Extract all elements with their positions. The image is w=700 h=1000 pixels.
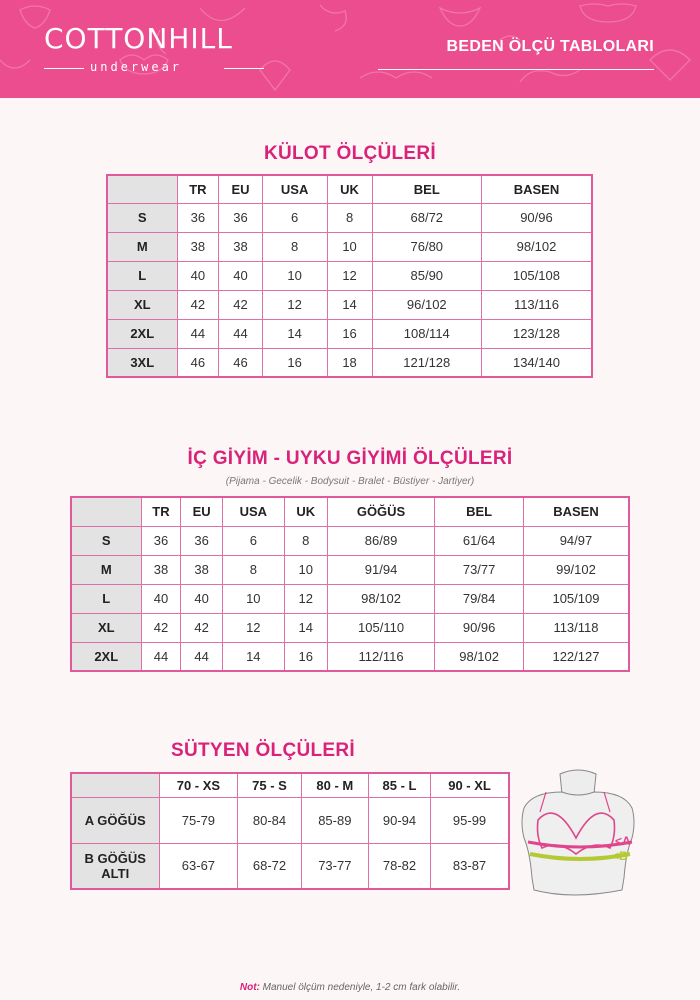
label-b: <B bbox=[612, 849, 628, 863]
table-cell: 86/89 bbox=[327, 526, 434, 555]
table-row bbox=[71, 613, 629, 642]
table-corner bbox=[107, 175, 177, 203]
title-underline bbox=[378, 69, 654, 70]
table-cell: 12 bbox=[262, 290, 327, 319]
table-cell: 36 bbox=[181, 526, 222, 555]
table-cell: 42 bbox=[141, 613, 181, 642]
table-row bbox=[107, 319, 592, 348]
column-header: TR bbox=[177, 175, 219, 203]
bust-measurement-figure bbox=[510, 768, 650, 900]
table-row bbox=[71, 584, 629, 613]
row-label-line1: B GÖĞÜS bbox=[84, 850, 146, 866]
table-cell: 112/116 bbox=[327, 642, 434, 671]
table-cell: 85/90 bbox=[372, 261, 481, 290]
table-cell: 105/110 bbox=[327, 613, 434, 642]
mannequin-icon bbox=[522, 770, 634, 895]
table-cell: 73/77 bbox=[435, 555, 524, 584]
table-cell: 98/102 bbox=[327, 584, 434, 613]
table-cell: 16 bbox=[262, 348, 327, 377]
table-cell: 6 bbox=[222, 526, 284, 555]
table-cell: 63-67 bbox=[159, 843, 238, 889]
ic-giyim-subtitle: (Pijama - Gecelik - Bodysuit - Bralet - Büstiyer - Jartiyer) bbox=[225, 476, 475, 487]
table-cell: 40 bbox=[177, 261, 219, 290]
column-header: GÖĞÜS bbox=[327, 497, 434, 526]
table-cell: 121/128 bbox=[372, 348, 481, 377]
table-cell: 80-84 bbox=[238, 797, 301, 843]
table-cell: 105/109 bbox=[523, 584, 629, 613]
row-header: S bbox=[107, 203, 177, 232]
row-label-line2: ALTI bbox=[101, 865, 130, 881]
row-header: L bbox=[71, 584, 141, 613]
note-text: Manuel ölçüm nedeniyle, 1-2 cm fark olabilir. bbox=[259, 982, 461, 993]
column-header: UK bbox=[327, 175, 372, 203]
brand-logo: COTTONHILL bbox=[44, 22, 233, 55]
footnote bbox=[0, 982, 700, 993]
row-header: 2XL bbox=[107, 319, 177, 348]
column-header: 80 - M bbox=[301, 773, 368, 797]
table-cell: 12 bbox=[327, 261, 372, 290]
table-cell: 44 bbox=[181, 642, 222, 671]
table-cell: 14 bbox=[284, 613, 327, 642]
brand-line-left bbox=[44, 68, 84, 69]
table-cell: 46 bbox=[177, 348, 219, 377]
table-cell: 14 bbox=[327, 290, 372, 319]
table-cell: 12 bbox=[222, 613, 284, 642]
column-header: BEL bbox=[372, 175, 481, 203]
table-cell: 36 bbox=[177, 203, 219, 232]
table-cell: 68/72 bbox=[372, 203, 481, 232]
table-cell: 46 bbox=[219, 348, 262, 377]
table-row bbox=[107, 232, 592, 261]
kulot-title: KÜLOT ÖLÇÜLERİ bbox=[263, 143, 437, 164]
table-cell: 6 bbox=[262, 203, 327, 232]
column-header: USA bbox=[262, 175, 327, 203]
table-cell: 75-79 bbox=[159, 797, 238, 843]
table-row bbox=[71, 797, 509, 843]
table-cell: 99/102 bbox=[523, 555, 629, 584]
table-cell: 90/96 bbox=[481, 203, 592, 232]
table-cell: 44 bbox=[141, 642, 181, 671]
table-cell: 98/102 bbox=[481, 232, 592, 261]
table-cell: 98/102 bbox=[435, 642, 524, 671]
table-cell: 36 bbox=[219, 203, 262, 232]
table-cell: 40 bbox=[141, 584, 181, 613]
row-header: M bbox=[71, 555, 141, 584]
table-cell: 90-94 bbox=[368, 797, 430, 843]
table-cell: 61/64 bbox=[435, 526, 524, 555]
table-row bbox=[71, 642, 629, 671]
table-row bbox=[71, 526, 629, 555]
table-cell: 8 bbox=[327, 203, 372, 232]
sutyen-title: SÜTYEN ÖLÇÜLERİ bbox=[171, 740, 355, 761]
row-header: 3XL bbox=[107, 348, 177, 377]
table-cell: 76/80 bbox=[372, 232, 481, 261]
table-cell: 122/127 bbox=[523, 642, 629, 671]
row-header: S bbox=[71, 526, 141, 555]
table-cell: 85-89 bbox=[301, 797, 368, 843]
table-cell: 10 bbox=[327, 232, 372, 261]
table-cell: 95-99 bbox=[431, 797, 509, 843]
note-label: Not: bbox=[239, 982, 260, 993]
row-header: M bbox=[107, 232, 177, 261]
table-cell: 42 bbox=[219, 290, 262, 319]
column-header: EU bbox=[219, 175, 262, 203]
row-label-line1: A GÖĞÜS bbox=[84, 812, 146, 828]
table-cell: 42 bbox=[177, 290, 219, 319]
table-cell: 36 bbox=[141, 526, 181, 555]
column-header: 90 - XL bbox=[431, 773, 509, 797]
page-title: BEDEN ÖLÇÜ TABLOLARI bbox=[446, 38, 654, 55]
table-cell: 91/94 bbox=[327, 555, 434, 584]
table-cell: 79/84 bbox=[435, 584, 524, 613]
row-header: 2XL bbox=[71, 642, 141, 671]
table-cell: 10 bbox=[222, 584, 284, 613]
column-header: 85 - L bbox=[368, 773, 430, 797]
table-cell: 73-77 bbox=[301, 843, 368, 889]
table-cell: 113/118 bbox=[523, 613, 629, 642]
table-row bbox=[107, 348, 592, 377]
table-cell: 16 bbox=[327, 319, 372, 348]
table-cell: 12 bbox=[284, 584, 327, 613]
row-header: L bbox=[107, 261, 177, 290]
brand-subtitle: underwear bbox=[90, 60, 183, 74]
table-cell: 16 bbox=[284, 642, 327, 671]
ic-giyim-size-table bbox=[70, 496, 630, 672]
table-cell: 38 bbox=[177, 232, 219, 261]
column-header: 75 - S bbox=[238, 773, 301, 797]
table-cell: 123/128 bbox=[481, 319, 592, 348]
table-cell: 14 bbox=[262, 319, 327, 348]
row-header: XL bbox=[107, 290, 177, 319]
table-row bbox=[107, 203, 592, 232]
sutyen-size-table bbox=[70, 772, 510, 890]
kulot-size-table bbox=[106, 174, 593, 378]
label-a: <A bbox=[615, 834, 631, 848]
table-cell: 8 bbox=[262, 232, 327, 261]
table-cell: 105/108 bbox=[481, 261, 592, 290]
table-cell: 83-87 bbox=[431, 843, 509, 889]
column-header: UK bbox=[284, 497, 327, 526]
row-header bbox=[71, 797, 159, 843]
table-cell: 44 bbox=[219, 319, 262, 348]
table-cell: 38 bbox=[141, 555, 181, 584]
table-cell: 134/140 bbox=[481, 348, 592, 377]
ic-giyim-title: İÇ GİYİM - UYKU GİYİMİ ÖLÇÜLERİ bbox=[187, 448, 513, 469]
column-header: 70 - XS bbox=[159, 773, 238, 797]
table-row bbox=[71, 555, 629, 584]
table-cell: 40 bbox=[181, 584, 222, 613]
brand-line-right bbox=[224, 68, 264, 69]
table-cell: 8 bbox=[284, 526, 327, 555]
column-header: BEL bbox=[435, 497, 524, 526]
row-header bbox=[71, 843, 159, 889]
table-row bbox=[107, 261, 592, 290]
table-cell: 44 bbox=[177, 319, 219, 348]
table-cell: 10 bbox=[262, 261, 327, 290]
table-cell: 94/97 bbox=[523, 526, 629, 555]
table-cell: 113/116 bbox=[481, 290, 592, 319]
column-header: BASEN bbox=[481, 175, 592, 203]
column-header: TR bbox=[141, 497, 181, 526]
table-row bbox=[71, 843, 509, 889]
table-row bbox=[107, 290, 592, 319]
header-banner bbox=[0, 0, 700, 98]
table-corner bbox=[71, 497, 141, 526]
table-cell: 96/102 bbox=[372, 290, 481, 319]
table-cell: 8 bbox=[222, 555, 284, 584]
table-cell: 10 bbox=[284, 555, 327, 584]
table-cell: 78-82 bbox=[368, 843, 430, 889]
table-cell: 68-72 bbox=[238, 843, 301, 889]
table-cell: 40 bbox=[219, 261, 262, 290]
table-cell: 90/96 bbox=[435, 613, 524, 642]
table-cell: 38 bbox=[219, 232, 262, 261]
column-header: USA bbox=[222, 497, 284, 526]
table-cell: 38 bbox=[181, 555, 222, 584]
table-corner bbox=[71, 773, 159, 797]
table-cell: 18 bbox=[327, 348, 372, 377]
row-header: XL bbox=[71, 613, 141, 642]
column-header: EU bbox=[181, 497, 222, 526]
table-cell: 42 bbox=[181, 613, 222, 642]
table-cell: 108/114 bbox=[372, 319, 481, 348]
table-cell: 14 bbox=[222, 642, 284, 671]
column-header: BASEN bbox=[523, 497, 629, 526]
